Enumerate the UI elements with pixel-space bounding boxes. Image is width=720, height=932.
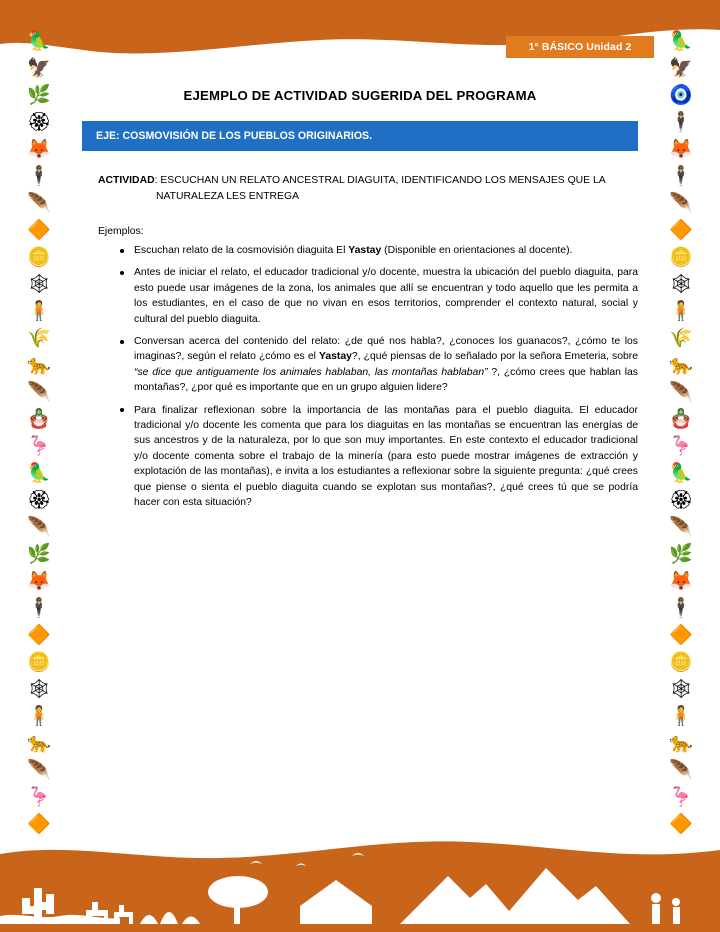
list-item: [120, 403, 638, 511]
decor-icon: 🪆: [27, 409, 51, 430]
decor-icon: 🕴: [27, 166, 51, 187]
decor-icon: 🐆: [27, 355, 51, 376]
decor-icon: 🔶: [669, 814, 693, 835]
decor-icon: 🌾: [669, 328, 693, 349]
decor-icon: 🦜: [669, 31, 693, 52]
decor-icon: 🕴: [669, 166, 693, 187]
examples-list: [82, 243, 638, 511]
right-decorative-icon-column: [650, 28, 712, 838]
decor-icon: 🕴: [669, 598, 693, 619]
bullet-part-italic: “se dice que antiguamente los animales hablaban, las montañas hablaban”: [134, 366, 488, 378]
bullet-part: Para finalizar reflexionan sobre la importancia de las montañas para el pueblo diaguita. El educador tradicional y/o docente les comenta que para los diaguitas en las montañas se encuentran las energías de sus ancestros y de la naturaleza, por lo que son muy importantes. En este contexto el educador tradicional y/o docente comenta sobre el trabajo de la minería (para esto puede mostrar imágenes de extracción y explotación de las montañas), e invita a los estudiantes a reflexionar sobre la siguiente pregunta: ¿qué crees que piense o sienta el pueblo diaguita cuando se explotan sus montañas?, ¿qué crees tú que se podría hacer con esta situación?: [134, 404, 638, 509]
examples-label: Ejemplos:: [98, 226, 144, 237]
decor-icon: 🦅: [27, 58, 51, 79]
decor-icon: 🦊: [669, 571, 693, 592]
bullet-part-bold: Yastay: [348, 245, 382, 256]
decor-icon: 🕴: [27, 598, 51, 619]
decor-icon: 🔶: [669, 220, 693, 241]
decor-icon: 🦩: [669, 436, 693, 457]
decor-icon: 🪙: [669, 247, 693, 268]
decor-icon: 🌾: [27, 328, 51, 349]
decor-icon: 🔶: [27, 814, 51, 835]
decor-icon: 🪶: [669, 760, 693, 781]
activity-text-line2: NATURALEZA LES ENTREGA: [156, 190, 300, 202]
activity-description: [82, 173, 638, 204]
eje-banner: [82, 121, 638, 151]
decor-icon: 🦜: [27, 31, 51, 52]
page-title: EJEMPLO DE ACTIVIDAD SUGERIDA DEL PROGRAMA: [183, 88, 537, 103]
decor-icon: 🕸: [26, 679, 52, 700]
decor-icon: 🏵: [26, 490, 52, 511]
decor-icon: 🐆: [27, 733, 51, 754]
decor-icon: 🐆: [669, 355, 693, 376]
decor-icon: 🧍: [669, 301, 693, 322]
decor-icon: 🪶: [669, 193, 693, 214]
bullet-part: Escuchan relato de la cosmovisión diaguita El: [134, 245, 349, 256]
decor-icon: 🪶: [669, 382, 693, 403]
decor-icon: 🪶: [27, 517, 51, 538]
bottom-decorative-band: [0, 820, 720, 932]
decor-icon: 🌿: [669, 544, 693, 565]
decor-icon: 🕸: [668, 274, 694, 295]
decor-icon: 🧍: [669, 706, 693, 727]
decor-icon: 🪶: [27, 382, 51, 403]
decor-icon: 🪙: [669, 652, 693, 673]
list-item: [120, 334, 638, 396]
bullet-part: Antes de iniciar el relato, el educador tradicional y/o docente, muestra la ubicación del pueblo diaguita, para esto puede usar imágenes de la zona, los animales que allí se encuentran y todo aquello que les permita a los estudiantes, en el caso de que no vivan en esos territorios, comprender el contexto natural, social y cultural del pueblo diaguita.: [134, 267, 638, 325]
decor-icon: 🌿: [27, 85, 51, 106]
decor-icon: 🕴: [669, 112, 693, 133]
decor-icon: 🦅: [669, 58, 693, 79]
list-item: [120, 243, 638, 258]
decor-icon: 🧍: [27, 706, 51, 727]
list-item: [120, 265, 638, 327]
decor-icon: 🦩: [27, 787, 51, 808]
decor-icon: 🦜: [27, 463, 51, 484]
activity-text-line1: : ESCUCHAN UN RELATO ANCESTRAL DIAGUITA, IDENTIFICANDO LOS MENSAJES QUE LA: [154, 175, 606, 186]
document-content: [82, 80, 638, 518]
decor-icon: 🦊: [27, 571, 51, 592]
eje-label: EJE: COSMOVISIÓN DE LOS PUEBLOS ORIGINARIOS.: [96, 130, 373, 142]
decor-icon: 🔶: [669, 625, 693, 646]
decor-icon: 🪶: [27, 760, 51, 781]
decor-icon: 🐆: [669, 733, 693, 754]
decor-icon: 🪙: [27, 652, 51, 673]
decor-icon: 🦜: [669, 463, 693, 484]
decor-icon: 🔶: [27, 220, 51, 241]
decor-icon: 🦊: [27, 139, 51, 160]
bullet-part: (Disponible en orientaciones al docente).: [381, 245, 573, 256]
bullet-part: ?, ¿cómo crees que hablan las montañas?, ¿por qué es importante que en un grupo alguien lidere?: [134, 366, 638, 394]
decor-icon: 🕸: [26, 274, 52, 295]
decor-icon: 🦩: [27, 436, 51, 457]
decor-icon: 🪆: [669, 409, 693, 430]
bullet-part: Conversan acerca del contenido del relato: ¿de qué nos habla?, ¿conoces los guanacos?, ¿cómo te los imaginas?, según el relato ¿cómo es el: [134, 336, 638, 363]
decor-icon: 🔶: [27, 625, 51, 646]
bullet-part-bold: Yastay: [318, 351, 352, 363]
decor-icon: 🌿: [27, 544, 51, 565]
decor-icon: 🦊: [669, 139, 693, 160]
decor-icon: 🧍: [27, 301, 51, 322]
unit-badge: 1° BÁSICO Unidad 2: [506, 36, 654, 58]
bullet-part: ?, ¿qué piensas de lo señalado por la señora Emeteria, sobre: [351, 351, 638, 363]
decor-icon: 🕸: [668, 679, 694, 700]
decor-icon: 🦩: [669, 787, 693, 808]
decor-icon: 🧿: [669, 85, 693, 106]
activity-label: ACTIVIDAD: [98, 175, 155, 186]
decor-icon: 🏵: [668, 490, 694, 511]
decor-icon: 🏵: [26, 112, 52, 133]
left-decorative-icon-column: [8, 28, 70, 838]
decor-icon: 🪙: [27, 247, 51, 268]
decor-icon: 🪶: [27, 193, 51, 214]
decor-icon: 🪶: [669, 517, 693, 538]
